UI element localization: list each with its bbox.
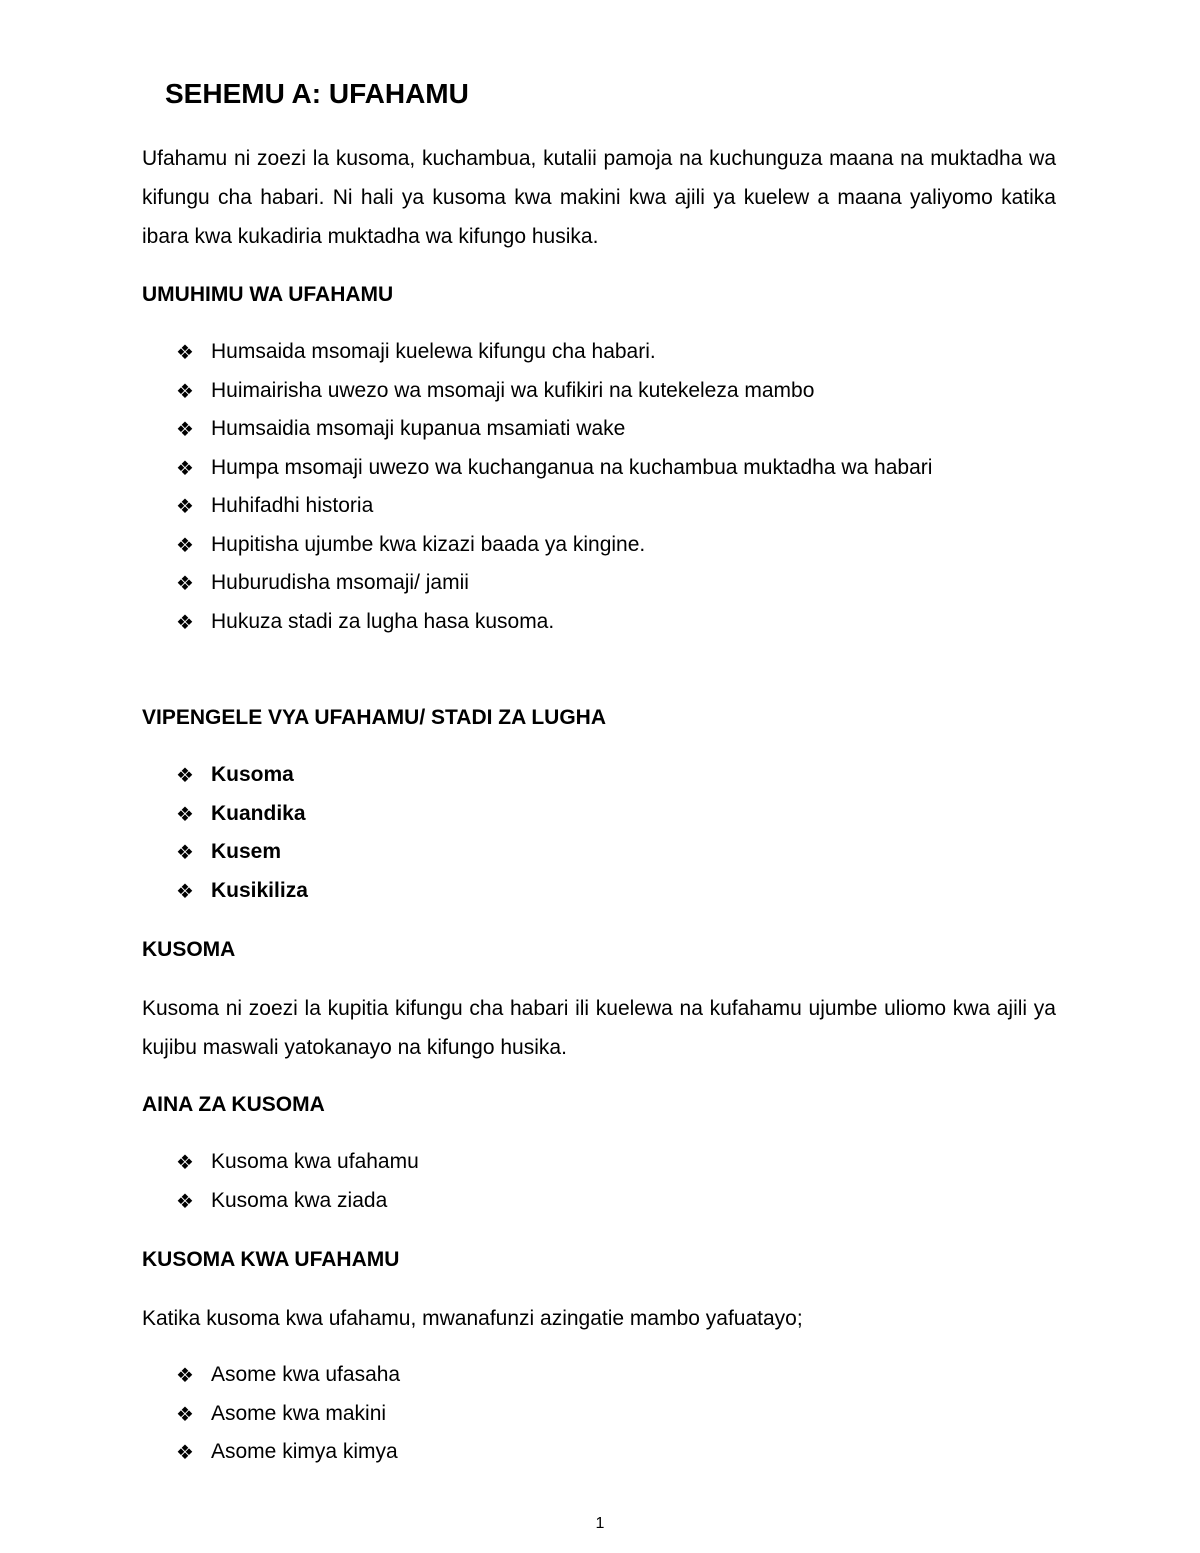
diamond-bullet-icon: ❖: [176, 1401, 194, 1426]
list-item: ❖ Kusem: [176, 833, 1056, 872]
vipengele-list: [176, 756, 1056, 910]
kusoma-paragraph: Kusoma ni zoezi la kupitia kifungu cha habari ili kuelewa na kufahamu ujumbe uliomo kwa ajili ya kujibu maswali yatokanayo na kifungo husika.: [142, 997, 1056, 1059]
diamond-bullet-icon: ❖: [176, 840, 194, 864]
vipengele-heading: VIPENGELE VYA UFAHAMU/ STADI ZA LUGHA: [142, 706, 606, 729]
diamond-bullet-icon: ❖: [176, 878, 194, 903]
diamond-bullet-icon: ❖: [176, 494, 194, 518]
list-item: ❖ Asome kwa ufasaha: [176, 1356, 1056, 1395]
kusoma-ufahamu-paragraph: Katika kusoma kwa ufahamu, mwanafunzi azingatie mambo yafuatayo;: [142, 1307, 803, 1330]
list-item: ❖ Humsaida msomaji kuelewa kifungu cha habari.: [176, 333, 1056, 372]
kusoma-ufahamu-heading: KUSOMA KWA UFAHAMU: [142, 1248, 400, 1271]
list-item: ❖ Kusoma: [176, 756, 1056, 795]
umuhimu-heading: UMUHIMU WA UFAHAMU: [142, 283, 394, 306]
page-title: SEHEMU A: UFAHAMU: [165, 78, 469, 109]
list-item: ❖ Asome kwa makini: [176, 1395, 1056, 1434]
list-item: ❖ Kusikiliza: [176, 872, 1056, 911]
diamond-bullet-icon: ❖: [176, 1363, 194, 1387]
diamond-bullet-icon: ❖: [176, 1440, 194, 1464]
diamond-bullet-icon: ❖: [176, 609, 194, 634]
list-item: ❖ Kuandika: [176, 795, 1056, 834]
list-item: ❖ Hupitisha ujumbe kwa kizazi baada ya kingine.: [176, 526, 1056, 565]
list-item: ❖ Huhifadhi historia: [176, 487, 1056, 526]
diamond-bullet-icon: ❖: [176, 455, 194, 480]
aina-heading: AINA ZA KUSOMA: [142, 1093, 325, 1116]
list-item: ❖ Humpa msomaji uwezo wa kuchanganua na kuchambua muktadha wa habari: [176, 449, 1056, 488]
umuhimu-list: [176, 333, 1056, 641]
page-number: 1: [595, 1515, 605, 1532]
list-item: ❖ Kusoma kwa ziada: [176, 1182, 1056, 1221]
list-item: ❖ Kusoma kwa ufahamu: [176, 1143, 1056, 1182]
list-item: ❖ Hukuza stadi za lugha hasa kusoma.: [176, 603, 1056, 642]
diamond-bullet-icon: ❖: [176, 378, 194, 403]
diamond-bullet-icon: ❖: [176, 571, 194, 595]
kusoma-heading: KUSOMA: [142, 938, 236, 961]
list-item: ❖ Humsaidia msomaji kupanua msamiati wake: [176, 410, 1056, 449]
list-item: ❖ Huimairisha uwezo wa msomaji wa kufikiri na kutekeleza mambo: [176, 372, 1056, 411]
diamond-bullet-icon: ❖: [176, 532, 194, 557]
aina-list: [176, 1143, 1056, 1220]
diamond-bullet-icon: ❖: [176, 340, 194, 364]
diamond-bullet-icon: ❖: [176, 417, 194, 441]
diamond-bullet-icon: ❖: [176, 1188, 194, 1213]
intro-paragraph: Ufahamu ni zoezi la kusoma, kuchambua, kutalii pamoja na kuchunguza maana na muktadha wa kifungu cha habari. Ni hali ya kusoma kwa makini kwa ajili ya kuelew a maana yaliyomo katika ibara kwa kukadiria muktadha wa kifungo husika.: [142, 147, 1056, 248]
diamond-bullet-icon: ❖: [176, 1150, 194, 1174]
list-item: ❖ Huburudisha msomaji/ jamii: [176, 564, 1056, 603]
list-item: ❖ Asome kimya kimya: [176, 1433, 1056, 1472]
kusoma-ufahamu-list: [176, 1356, 1056, 1472]
diamond-bullet-icon: ❖: [176, 801, 194, 826]
diamond-bullet-icon: ❖: [176, 763, 194, 787]
